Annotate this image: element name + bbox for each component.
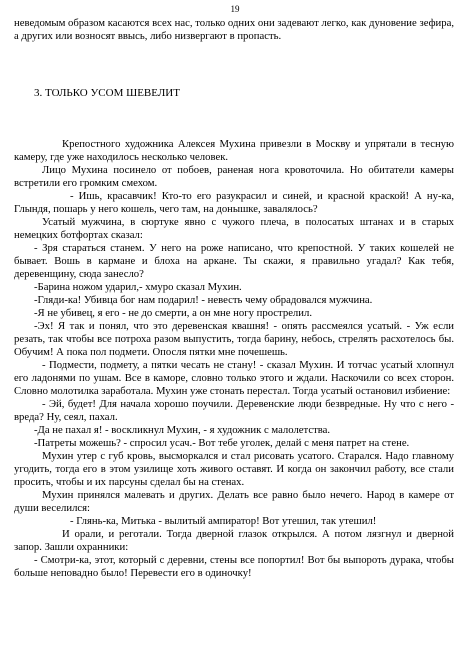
paragraph: - Ишь, красавчик! Кто-то его разукрасил и синей, и красной краской! А ну-ка, Глындя, пошарь у него кошель, чего там, на донышке, завалялось? xyxy=(14,190,454,215)
paragraph: Крепостного художника Алексея Мухина привезли в Москву и упрятали в тесную камеру, где уже находилось несколько человек. xyxy=(14,138,454,163)
paragraph: -Патреты можешь? - спросил усач.- Вот тебе уголек, делай с меня патрет на стене. xyxy=(34,437,410,449)
paragraph: -Да не пахал я! - воскликнул Мухин, - я художник с малолетства. xyxy=(34,424,331,436)
chapter-title: 3. ТОЛЬКО УСОМ ШЕВЕЛИТ xyxy=(34,87,180,99)
paragraph: - Глянь-ка, Митька - вылитый ампиратор! Вот утешил, так утешил! xyxy=(70,515,377,527)
paragraph: Усатый мужчина, в сюртуке явно с чужого плеча, в полосатых штанах и в старых немецких ботфортах сказал: xyxy=(14,216,454,241)
paragraph: - Подмести, подмету, а пятки чесать не стану! - сказал Мухин. И тотчас усатый хлопнул его ладонями по ушам. Все в каморе, словно только этого и ждали. Наскочили со всех сторон. Словно молотилка заработала. Мухин уже стонать перестал. Тогда усатый остановил избиение: xyxy=(14,359,454,397)
paragraph: - Эй, будет! Для начала хорошо поучили. Деревенские люди безвредные. Ну что с него - вреда? Ну, сеял, пахал. xyxy=(14,398,454,423)
section-spacer xyxy=(14,100,454,138)
paragraph: -Эх! Я так и понял, что это деревенская квашня! - опять рассмеялся усатый. - Уж если резать, так чтобы все потроха разом выпустить, тогда барину, небось, стрелять расхотелось бы. Обучим! А пока пол подмети. Опосля пятки мне почешешь. xyxy=(14,320,454,358)
paragraph: - Смотри-ка, этот, который с деревни, стены все попортил! Вот бы выпороть дурака, чтобы больше неповадно было! Перевести его в одиночку! xyxy=(14,554,454,579)
intro-paragraph: неведомым образом касаются всех нас, только одних они задевают легко, как дуновение зефира, а других или возносят ввысь, либо низвергают в пропасть. xyxy=(14,17,454,42)
paragraph: -Я не убивец, я его - не до смерти, а он мне ногу прострелил. xyxy=(34,307,312,319)
paragraph: -Гляди-ка! Убивца бог нам подарил! - невесть чему обрадовался мужчина. xyxy=(34,294,373,306)
page-number: 19 xyxy=(230,4,240,14)
paragraph: Мухин утер с губ кровь, высморкался и стал рисовать усатого. Старался. Надо главному угодить, тогда его в этом узилище хоть живого оставят. И когда он закончил работу, все стали просить, чтобы и их парсуны сделал бы на стенах. xyxy=(14,450,454,488)
paragraph: Лицо Мухина посинело от побоев, раненая нога кровоточила. Но обитатели камеры встретили его громким смехом. xyxy=(14,164,454,189)
paragraph: Мухин принялся малевать и других. Делать все равно было нечего. Народ в камере от души веселился: xyxy=(14,489,454,514)
paragraph: - Зря стараться станем. У него на роже написано, что крепостной. У таких кошелей не бывает. Вошь в кармане и блоха на аркане. Ты скажи, я правильно угадал? Как тебя, деревенщину, сюда занесло? xyxy=(14,242,454,280)
body-text xyxy=(14,17,454,580)
paragraph: И орали, и реготали. Тогда дверной глазок открылся. А потом лязгнул и дверной запор. Зашли охранники: xyxy=(14,528,454,553)
paragraph: -Барина ножом ударил,- хмуро сказал Мухин. xyxy=(34,281,242,293)
